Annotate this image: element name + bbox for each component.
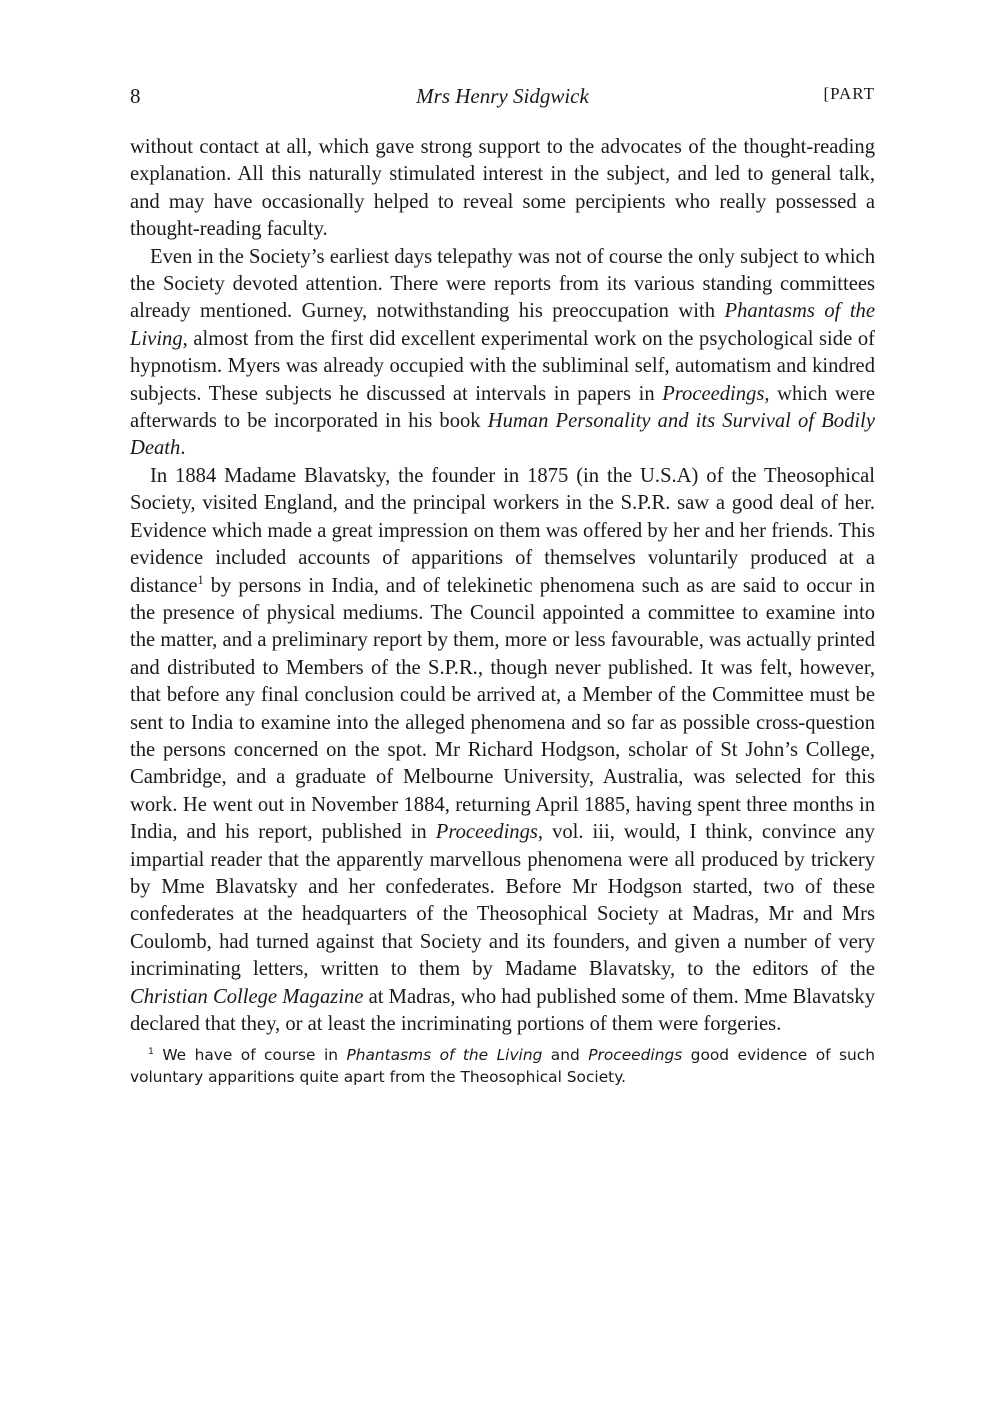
italic-title-christian-college-magazine: Christian College Magazine: [130, 985, 364, 1008]
body-text: [130, 134, 875, 1038]
part-label: [PART: [823, 84, 875, 103]
paragraph-1-text: without contact at all, which gave strong support to the advocates of the thought-reading explanation. All this naturally stimulated interest in the subject, and led to general talk, and may have occasionally helped to reveal some percipients who really possessed a thought-reading faculty.: [130, 136, 875, 241]
italic-title-proceedings: Proceedings: [662, 382, 765, 405]
italic-title-phantasms: Phantasms of the Living: [130, 300, 875, 350]
paragraph-2-text-a: Even in the Society’s earliest days telepathy was not of course the only subject to which the Society devoted attention. There were reports from its various standing committees already mentioned. Gurney, notwithstanding his preoccupation with: [130, 245, 875, 323]
footnote-italic-proceedings: Proceedings: [588, 1046, 683, 1065]
footnote-reference: 1: [197, 572, 204, 587]
paragraph-3-text-c: , vol. iii, would, I think, convince any impartial reader that the apparently marvellous phenomena were all produced by trickery by Mme Blavatsky and her confederates. Before Mr Hodgson started, two of these confederates at the headquarters of the Theosophical Society at Madras, Mr and Mrs Coulomb, had turned against that Society and its founders, and given a number of very incriminating letters, written to them by Madame Blavatsky, to the editors of the: [130, 821, 875, 981]
page-number: 8: [130, 84, 141, 108]
paragraph-2: [130, 244, 875, 463]
book-page: [130, 84, 875, 1088]
footnote: [130, 1044, 875, 1088]
italic-title-human-personality: Human Personality and its Survival of Bodily Death: [130, 410, 875, 460]
paragraph-1: [130, 134, 875, 244]
paragraph-3: [130, 463, 875, 1039]
footnote-text-c: good evidence of such voluntary apparitions quite apart from the Theosophical Society.: [130, 1046, 875, 1087]
paragraph-2-text-c: , which were afterwards to be incorporated in his book: [130, 382, 875, 433]
footnote-text-a: We have of course in: [153, 1046, 347, 1065]
footnote-text-b: and: [542, 1046, 589, 1065]
paragraph-3-text-a: In 1884 Madame Blavatsky, the founder in 1875 (in the U.S.A) of the Theosophical Society, visited England, and the principal workers in the S.P.R. saw a good deal of her. Evidence which made a great impression on them was offered by her and her friends. This evidence included accounts of apparitions of themselves voluntarily produced at a distance: [130, 464, 875, 597]
footnote-marker: 1: [148, 1046, 154, 1058]
paragraph-2-text-d: .: [180, 437, 186, 460]
footnote-text: [130, 1044, 875, 1088]
paragraph-2-text-b: , almost from the first did excellent experimental work on the psychological side of hypnotism. Myers was already occupied with the subliminal self, automatism and kindred subjects. These subjects he discussed at intervals in papers in: [130, 327, 875, 405]
paragraph-3-text-d: at Madras, who had published some of them. Mme Blavatsky declared that they, or at least the incriminating portions of them were forgeries.: [130, 985, 875, 1035]
running-title: Mrs Henry Sidgwick: [416, 84, 589, 108]
italic-title-proceedings-2: Proceedings: [435, 821, 538, 844]
footnote-italic-phantasms: Phantasms of the Living: [346, 1046, 543, 1065]
paragraph-3-text-b: by persons in India, and of telekinetic phenomena such as are said to occur in the presence of physical mediums. The Council appointed a committee to examine into the matter, and a preliminary report by them, more or less favourable, was actually printed and distributed to Members of the S.P.R., though never published. It was felt, however, that before any final conclusion could be arrived at, a Member of the Committee must be sent to India to examine into the alleged phenomena and so far as possible cross-question the persons concerned on the spot. Mr Richard Hodgson, scholar of St John’s College, Cambridge, and a graduate of Melbourne University, Australia, was selected for this work. He went out in November 1884, returning April 1885, having spent three months in India, and his report, published in: [130, 574, 875, 844]
running-header: [130, 84, 875, 114]
